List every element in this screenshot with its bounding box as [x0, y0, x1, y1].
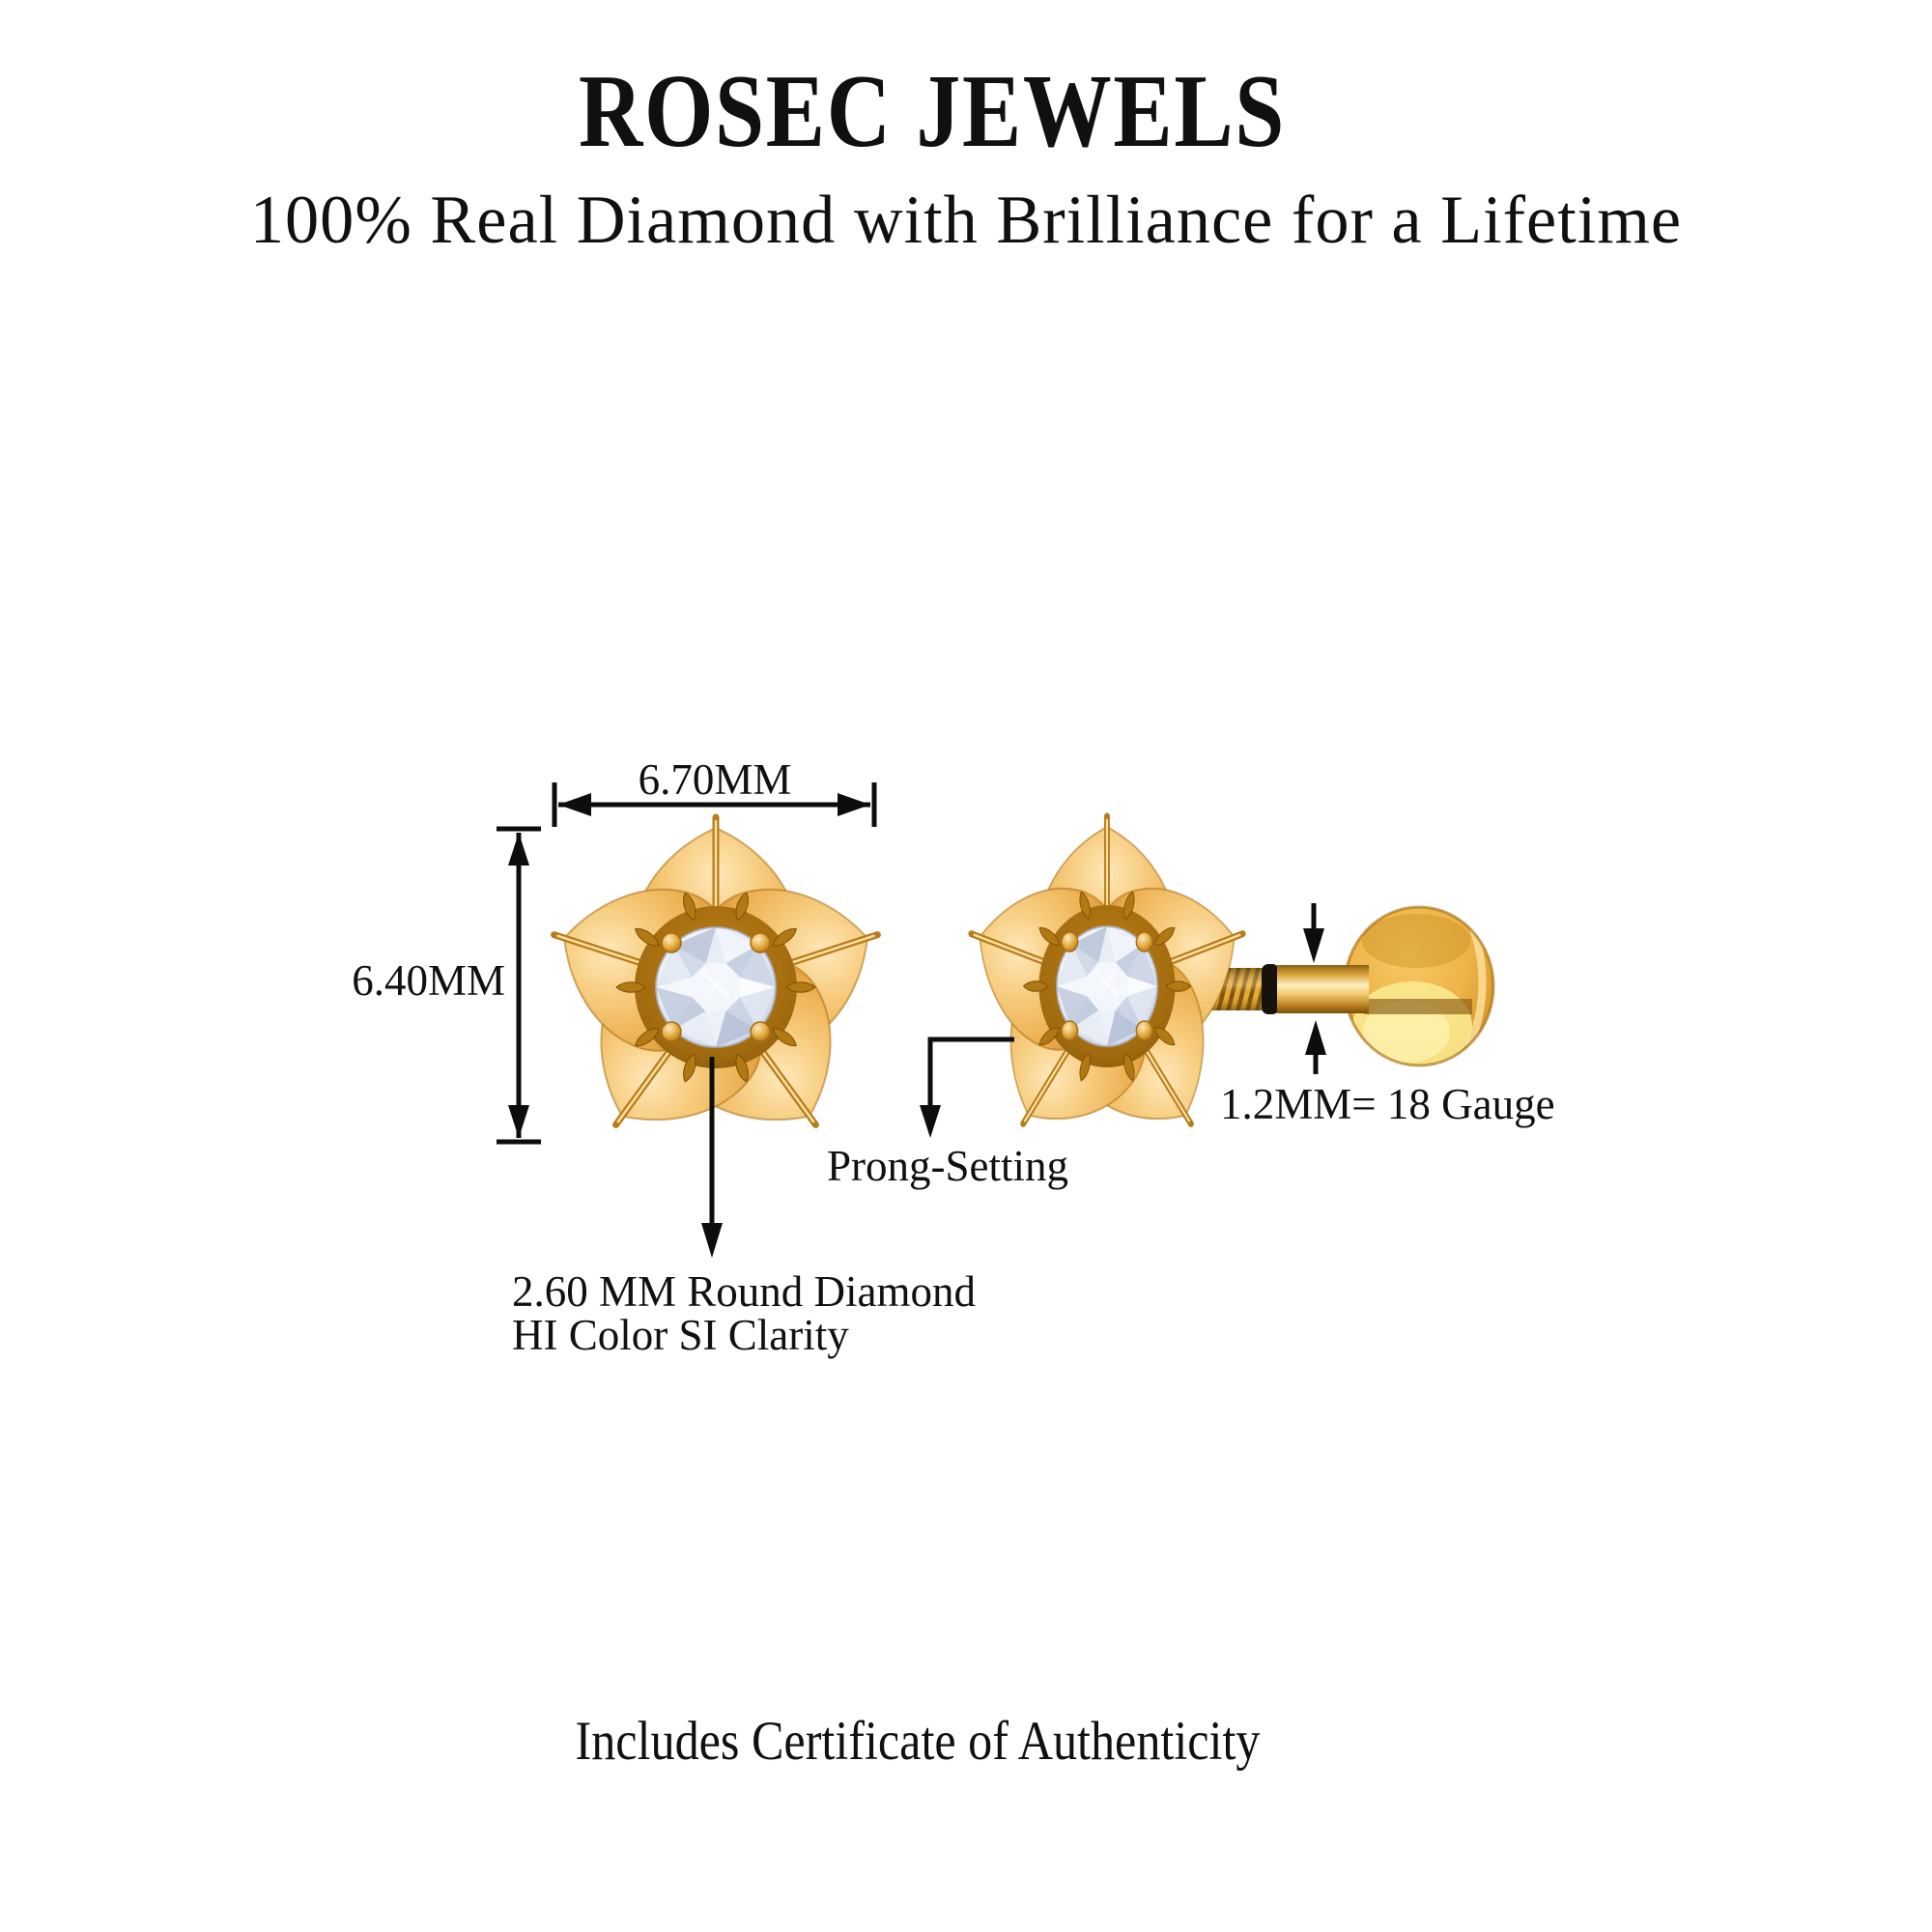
arrow-down-icon — [920, 1105, 941, 1138]
arrow-down-icon — [508, 1105, 529, 1138]
brand-tagline: 100% Real Diamond with Brilliance for a Lifetime — [249, 183, 1683, 258]
setting-label: Prong-Setting — [827, 1142, 1069, 1190]
certificate-note: Includes Certificate of Authenticity — [575, 1711, 1261, 1772]
arrow-up-icon — [508, 833, 529, 866]
arrow-right-icon — [838, 793, 870, 816]
height-label: 6.40MM — [352, 956, 505, 1005]
gauge-label: 1.2MM= 18 Gauge — [1220, 1080, 1555, 1128]
earring-front-view — [539, 817, 893, 1164]
earring-side-view — [958, 816, 1255, 1163]
arrow-left-icon — [558, 793, 591, 816]
stone-label-line1: 2.60 MM Round Diamond — [512, 1267, 977, 1316]
arrow-down-icon — [701, 1223, 723, 1258]
arrow-down-icon — [1303, 928, 1324, 963]
height-dimension — [352, 829, 541, 1142]
stone-label-line2: HI Color SI Clarity — [512, 1311, 849, 1359]
width-label: 6.70MM — [638, 755, 792, 804]
brand-title: ROSEC JEWELS — [578, 54, 1287, 169]
arrow-up-icon — [1305, 1020, 1326, 1055]
